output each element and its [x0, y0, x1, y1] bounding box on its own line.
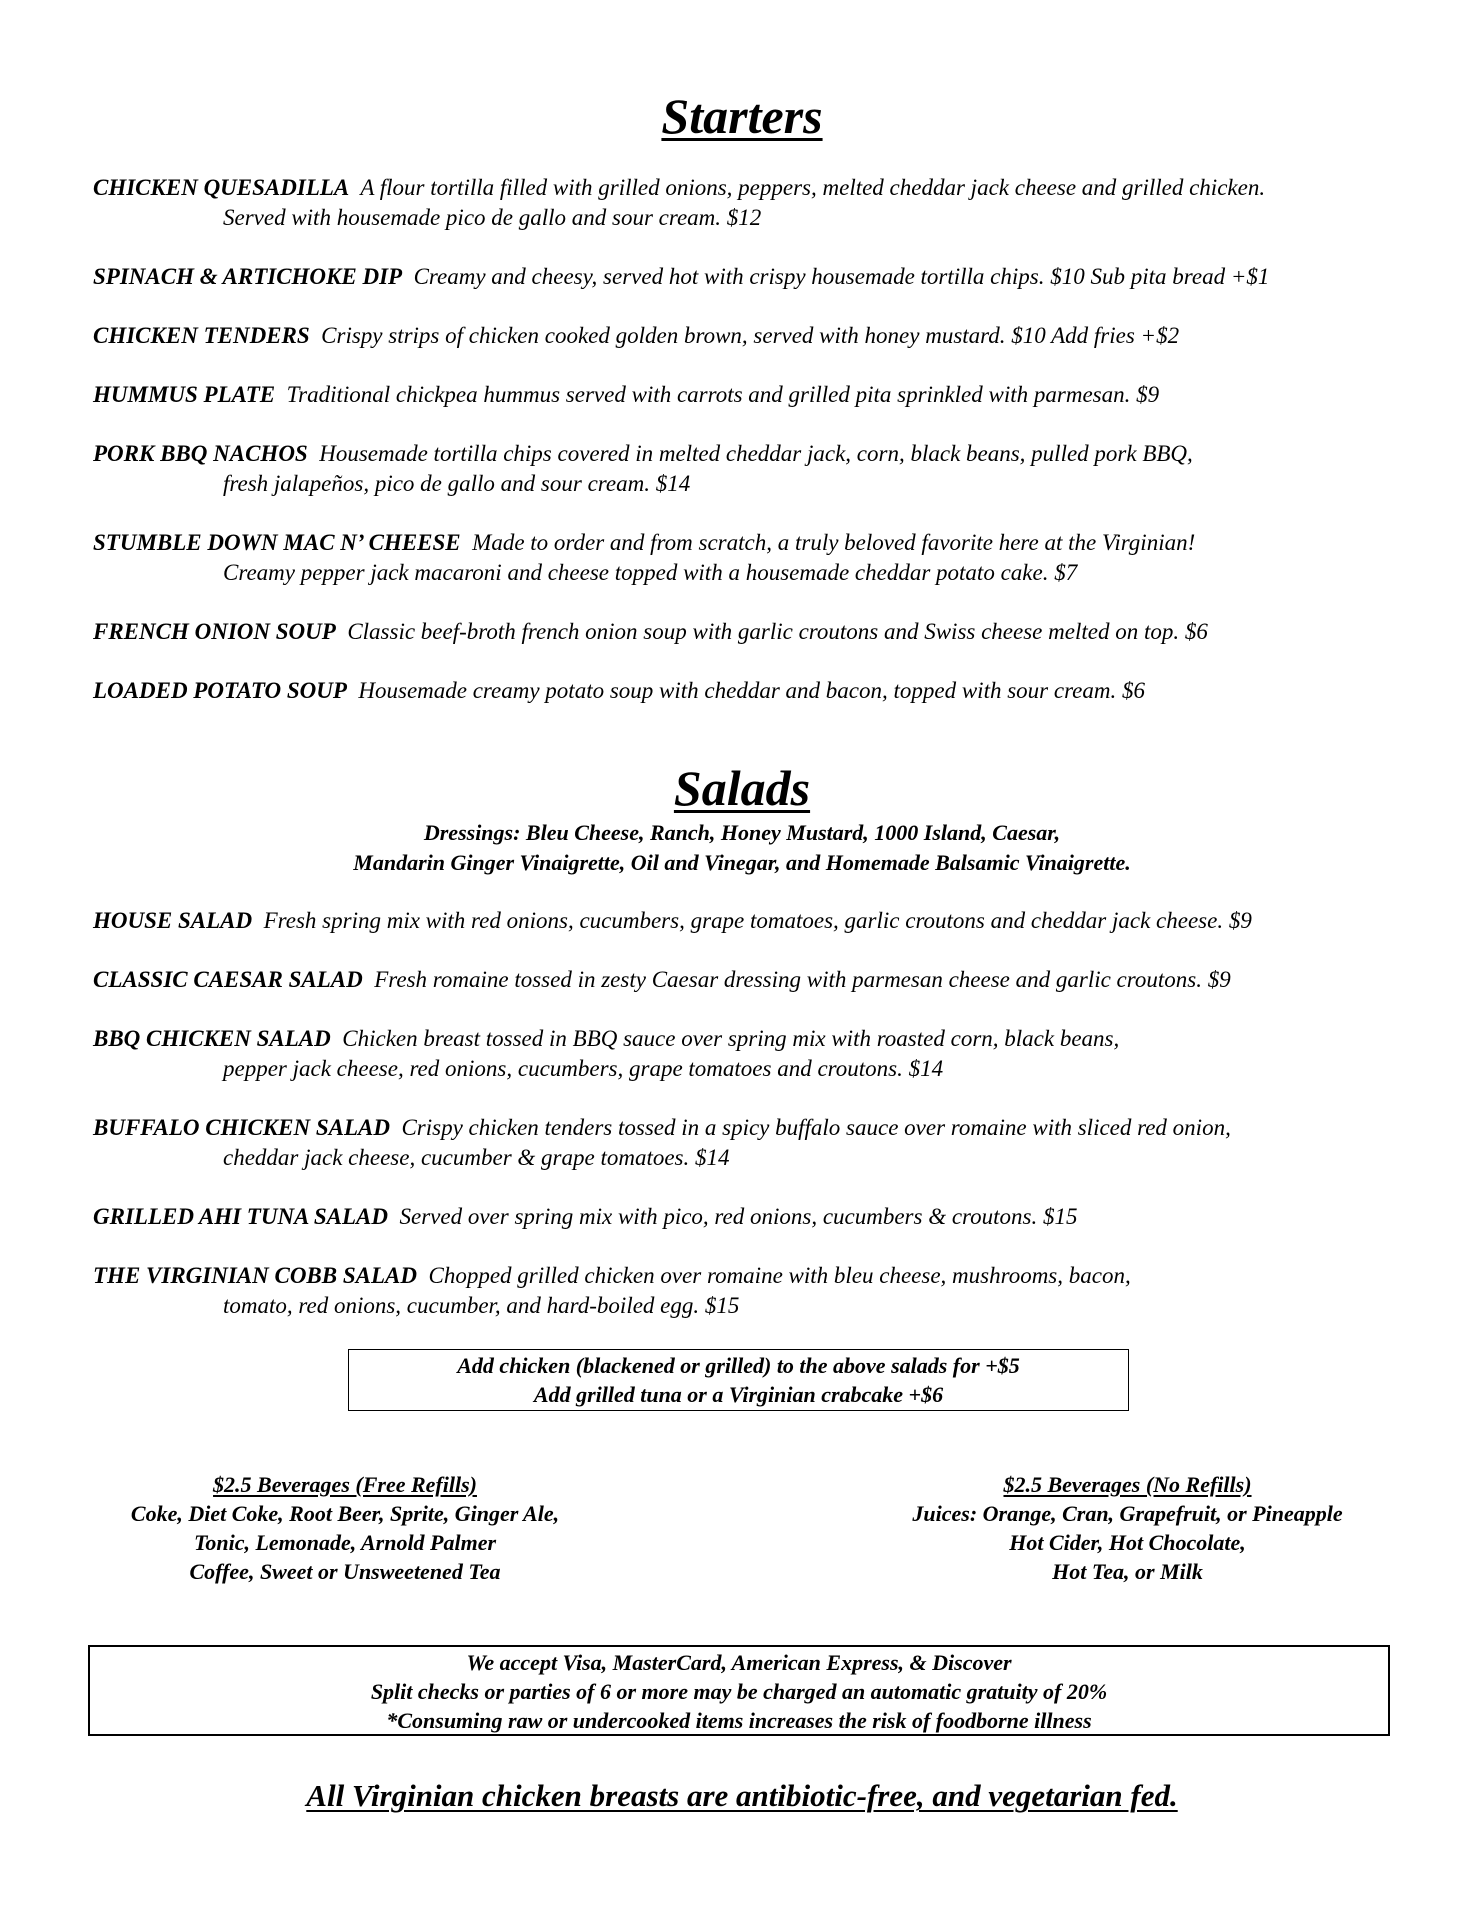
menu-item [93, 1202, 1413, 1232]
item-description-cont: pepper jack cheese, red onions, cucumbers, grape tomatoes and croutons. $14 [223, 1056, 944, 1081]
item-description-cont: Creamy pepper jack macaroni and cheese topped with a housemade cheddar potato cake. $7 [223, 560, 1078, 585]
item-description: Chopped grilled chicken over romaine with bleu cheese, mushrooms, bacon, [428, 1263, 1131, 1288]
item-name: LOADED POTATO SOUP [93, 678, 347, 703]
beverages-line: Coffee, Sweet or Unsweetened Tea [189, 1559, 501, 1584]
menu-item [93, 906, 1413, 936]
beverages-line: Hot Cider, Hot Chocolate, [1009, 1530, 1246, 1555]
beverages-heading: $2.5 Beverages (No Refills) [1003, 1472, 1252, 1497]
beverages-no-refills [840, 1470, 1415, 1586]
menu-item [93, 1113, 1413, 1173]
dressings-list [0, 818, 1484, 878]
item-name: CLASSIC CAESAR SALAD [93, 967, 363, 992]
item-description-cont: tomato, red onions, cucumber, and hard-boiled egg. $15 [223, 1293, 740, 1318]
item-description: Crispy strips of chicken cooked golden brown, served with honey mustard. $10 Add fries +$2 [321, 323, 1180, 348]
menu-item [93, 1024, 1413, 1084]
policy-box [88, 1645, 1390, 1736]
item-description: Housemade creamy potato soup with cheddar and bacon, topped with sour cream. $6 [358, 678, 1145, 703]
item-name: HUMMUS PLATE [93, 382, 276, 407]
item-description-cont: Served with housemade pico de gallo and sour cream. $12 [223, 205, 762, 230]
policy-line: We accept Visa, MasterCard, American Express, & Discover [466, 1650, 1012, 1675]
addon-line: Add grilled tuna or a Virginian crabcake +$6 [533, 1382, 944, 1407]
salads-title: Salads [673, 760, 811, 816]
starters-title: Starters [661, 88, 823, 144]
beverages-line: Tonic, Lemonade, Arnold Palmer [193, 1530, 497, 1555]
item-description: Chicken breast tossed in BBQ sauce over spring mix with roasted corn, black beans, [342, 1026, 1120, 1051]
policy-line: *Consuming raw or undercooked items increases the risk of foodborne illness [386, 1708, 1092, 1733]
beverages-line: Hot Tea, or Milk [1052, 1559, 1203, 1584]
beverages-line: Juices: Orange, Cran, Grapefruit, or Pineapple [912, 1501, 1343, 1526]
item-description: Housemade tortilla chips covered in melted cheddar jack, corn, black beans, pulled pork BBQ, [319, 441, 1193, 466]
addon-line: Add chicken (blackened or grilled) to the above salads for +$5 [457, 1353, 1020, 1378]
beverages-heading: $2.5 Beverages (Free Refills) [213, 1472, 477, 1497]
menu-item [93, 965, 1413, 995]
dressings-line: Dressings: Bleu Cheese, Ranch, Honey Mustard, 1000 Island, Caesar, [423, 820, 1061, 845]
menu-item [93, 1261, 1413, 1321]
salad-addons-box [348, 1349, 1129, 1411]
menu-item [93, 676, 1413, 706]
item-description: A flour tortilla filled with grilled onions, peppers, melted cheddar jack cheese and grilled chicken. [360, 175, 1266, 200]
menu-item [93, 380, 1413, 410]
menu-item [93, 528, 1413, 588]
item-description: Classic beef-broth french onion soup with garlic croutons and Swiss cheese melted on top. $6 [347, 619, 1208, 644]
menu-item [93, 262, 1413, 292]
item-description: Fresh spring mix with red onions, cucumbers, grape tomatoes, garlic croutons and cheddar jack cheese. $9 [263, 908, 1252, 933]
menu-item [93, 173, 1413, 233]
item-name: BBQ CHICKEN SALAD [93, 1026, 331, 1051]
item-name: SPINACH & ARTICHOKE DIP [93, 264, 403, 289]
item-description-cont: cheddar jack cheese, cucumber & grape tomatoes. $14 [223, 1145, 730, 1170]
beverages-free-refills [60, 1470, 630, 1586]
item-name: GRILLED AHI TUNA SALAD [93, 1204, 389, 1229]
item-name: BUFFALO CHICKEN SALAD [93, 1115, 390, 1140]
item-name: CHICKEN TENDERS [93, 323, 310, 348]
policy-line: Split checks or parties of 6 or more may be charged an automatic gratuity of 20% [370, 1679, 1108, 1704]
item-description: Traditional chickpea hummus served with carrots and grilled pita sprinkled with parmesan. $9 [286, 382, 1160, 407]
item-name: FRENCH ONION SOUP [93, 619, 336, 644]
dressings-line: Mandarin Ginger Vinaigrette, Oil and Vinegar, and Homemade Balsamic Vinaigrette. [353, 850, 1131, 875]
item-description: Made to order and from scratch, a truly beloved favorite here at the Virginian! [472, 530, 1196, 555]
item-name: PORK BBQ NACHOS [93, 441, 308, 466]
item-description: Crispy chicken tenders tossed in a spicy buffalo sauce over romaine with sliced red onion, [401, 1115, 1231, 1140]
item-name: THE VIRGINIAN COBB SALAD [93, 1263, 417, 1288]
menu-item [93, 321, 1413, 351]
chicken-note: All Virginian chicken breasts are antibiotic-free, and vegetarian fed. [306, 1778, 1178, 1813]
item-description: Fresh romaine tossed in zesty Caesar dressing with parmesan cheese and garlic croutons. $9 [374, 967, 1231, 992]
item-name: STUMBLE DOWN MAC N’ CHEESE [93, 530, 461, 555]
item-description: Creamy and cheesy, served hot with crispy housemade tortilla chips. $10 Sub pita bread +$1 [413, 264, 1270, 289]
menu-item [93, 439, 1413, 499]
item-name: CHICKEN QUESADILLA [93, 175, 350, 200]
menu-item [93, 617, 1413, 647]
item-description-cont: fresh jalapeños, pico de gallo and sour cream. $14 [223, 471, 691, 496]
item-name: HOUSE SALAD [93, 908, 253, 933]
beverages-line: Coke, Diet Coke, Root Beer, Sprite, Ginger Ale, [130, 1501, 560, 1526]
item-description: Served over spring mix with pico, red onions, cucumbers & croutons. $15 [399, 1204, 1078, 1229]
